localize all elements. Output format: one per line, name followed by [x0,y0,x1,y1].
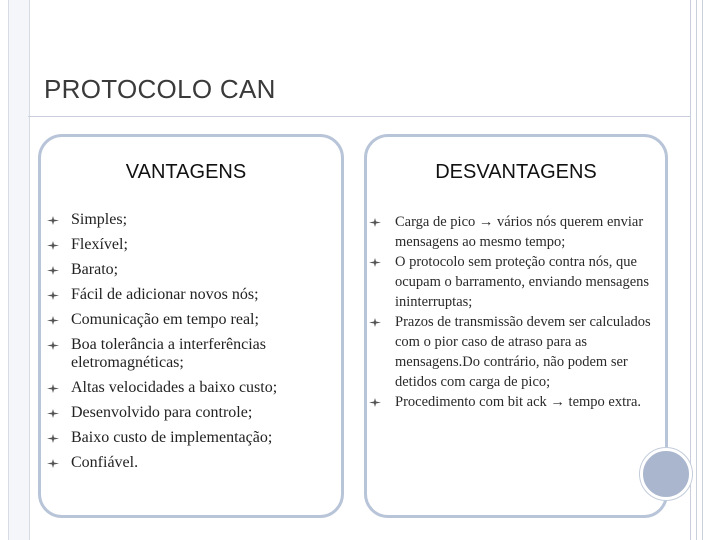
advantage-item [71,404,335,429]
disadvantage-item [395,312,659,392]
advantage-item [71,429,335,454]
disadvantage-item-text: O protocolo sem proteção contra nós, que ocupam o barramento, enviando mensagens ininterruptas; [395,254,650,310]
advantage-item [71,261,335,286]
advantage-item-text: Desenvolvido para controle; [71,404,253,421]
disadvantage-item-text: Procedimento com bit ack → tempo extra. [395,394,642,410]
decorative-rule [696,0,697,540]
advantage-item-text: Baixo custo de implementação; [71,429,273,446]
disadvantages-list [395,212,659,412]
four-pointed-sparkle-icon [47,216,59,225]
four-pointed-sparkle-icon [47,409,59,418]
advantages-list [71,211,335,479]
advantage-item [71,311,335,336]
title-divider [28,116,690,117]
slide-title: PROTOCOLO CAN [44,74,276,104]
disadvantage-item [395,212,659,252]
advantage-item [71,236,335,261]
disadvantage-item-text: Prazos de transmissão devem ser calculados com o pior caso de atraso para as mensagens.Do contrário, não podem ser detidos com carga de pico; [395,314,651,390]
advantages-panel [38,134,344,518]
four-pointed-sparkle-icon [47,341,59,350]
disadvantages-heading: DESVANTAGENS [435,161,597,183]
advantage-item-text: Barato; [71,261,119,278]
slide-left-border [8,0,30,540]
four-pointed-sparkle-icon [47,384,59,393]
decorative-rule [690,0,691,540]
disadvantage-item-text: Carga de pico → vários nós querem enviar mensagens ao mesmo tempo; [395,214,644,250]
decorative-rule [702,0,703,540]
advantage-item-text: Comunicação em tempo real; [71,311,259,328]
four-pointed-sparkle-icon [47,316,59,325]
four-pointed-sparkle-icon [47,459,59,468]
disadvantage-item [395,392,659,412]
four-pointed-sparkle-icon [369,398,381,407]
advantage-item-text: Altas velocidades a baixo custo; [71,379,278,396]
advantage-item [71,336,335,379]
four-pointed-sparkle-icon [47,266,59,275]
four-pointed-sparkle-icon [47,241,59,250]
circle-ornament [640,448,692,500]
advantage-item [71,379,335,404]
advantage-item-text: Boa tolerância a interferências eletromagnéticas; [71,336,266,371]
four-pointed-sparkle-icon [47,434,59,443]
advantages-heading: VANTAGENS [125,161,247,183]
disadvantage-item [395,252,659,312]
advantage-item-text: Fácil de adicionar novos nós; [71,286,259,303]
advantage-item-text: Flexível; [71,236,128,253]
advantage-item [71,211,335,236]
four-pointed-sparkle-icon [369,218,381,227]
four-pointed-sparkle-icon [369,318,381,327]
advantage-item-text: Confiável. [71,454,139,471]
four-pointed-sparkle-icon [47,291,59,300]
advantage-item-text: Simples; [71,211,128,228]
advantage-item [71,286,335,311]
four-pointed-sparkle-icon [369,258,381,267]
disadvantages-panel [364,134,668,518]
advantage-item [71,454,335,479]
